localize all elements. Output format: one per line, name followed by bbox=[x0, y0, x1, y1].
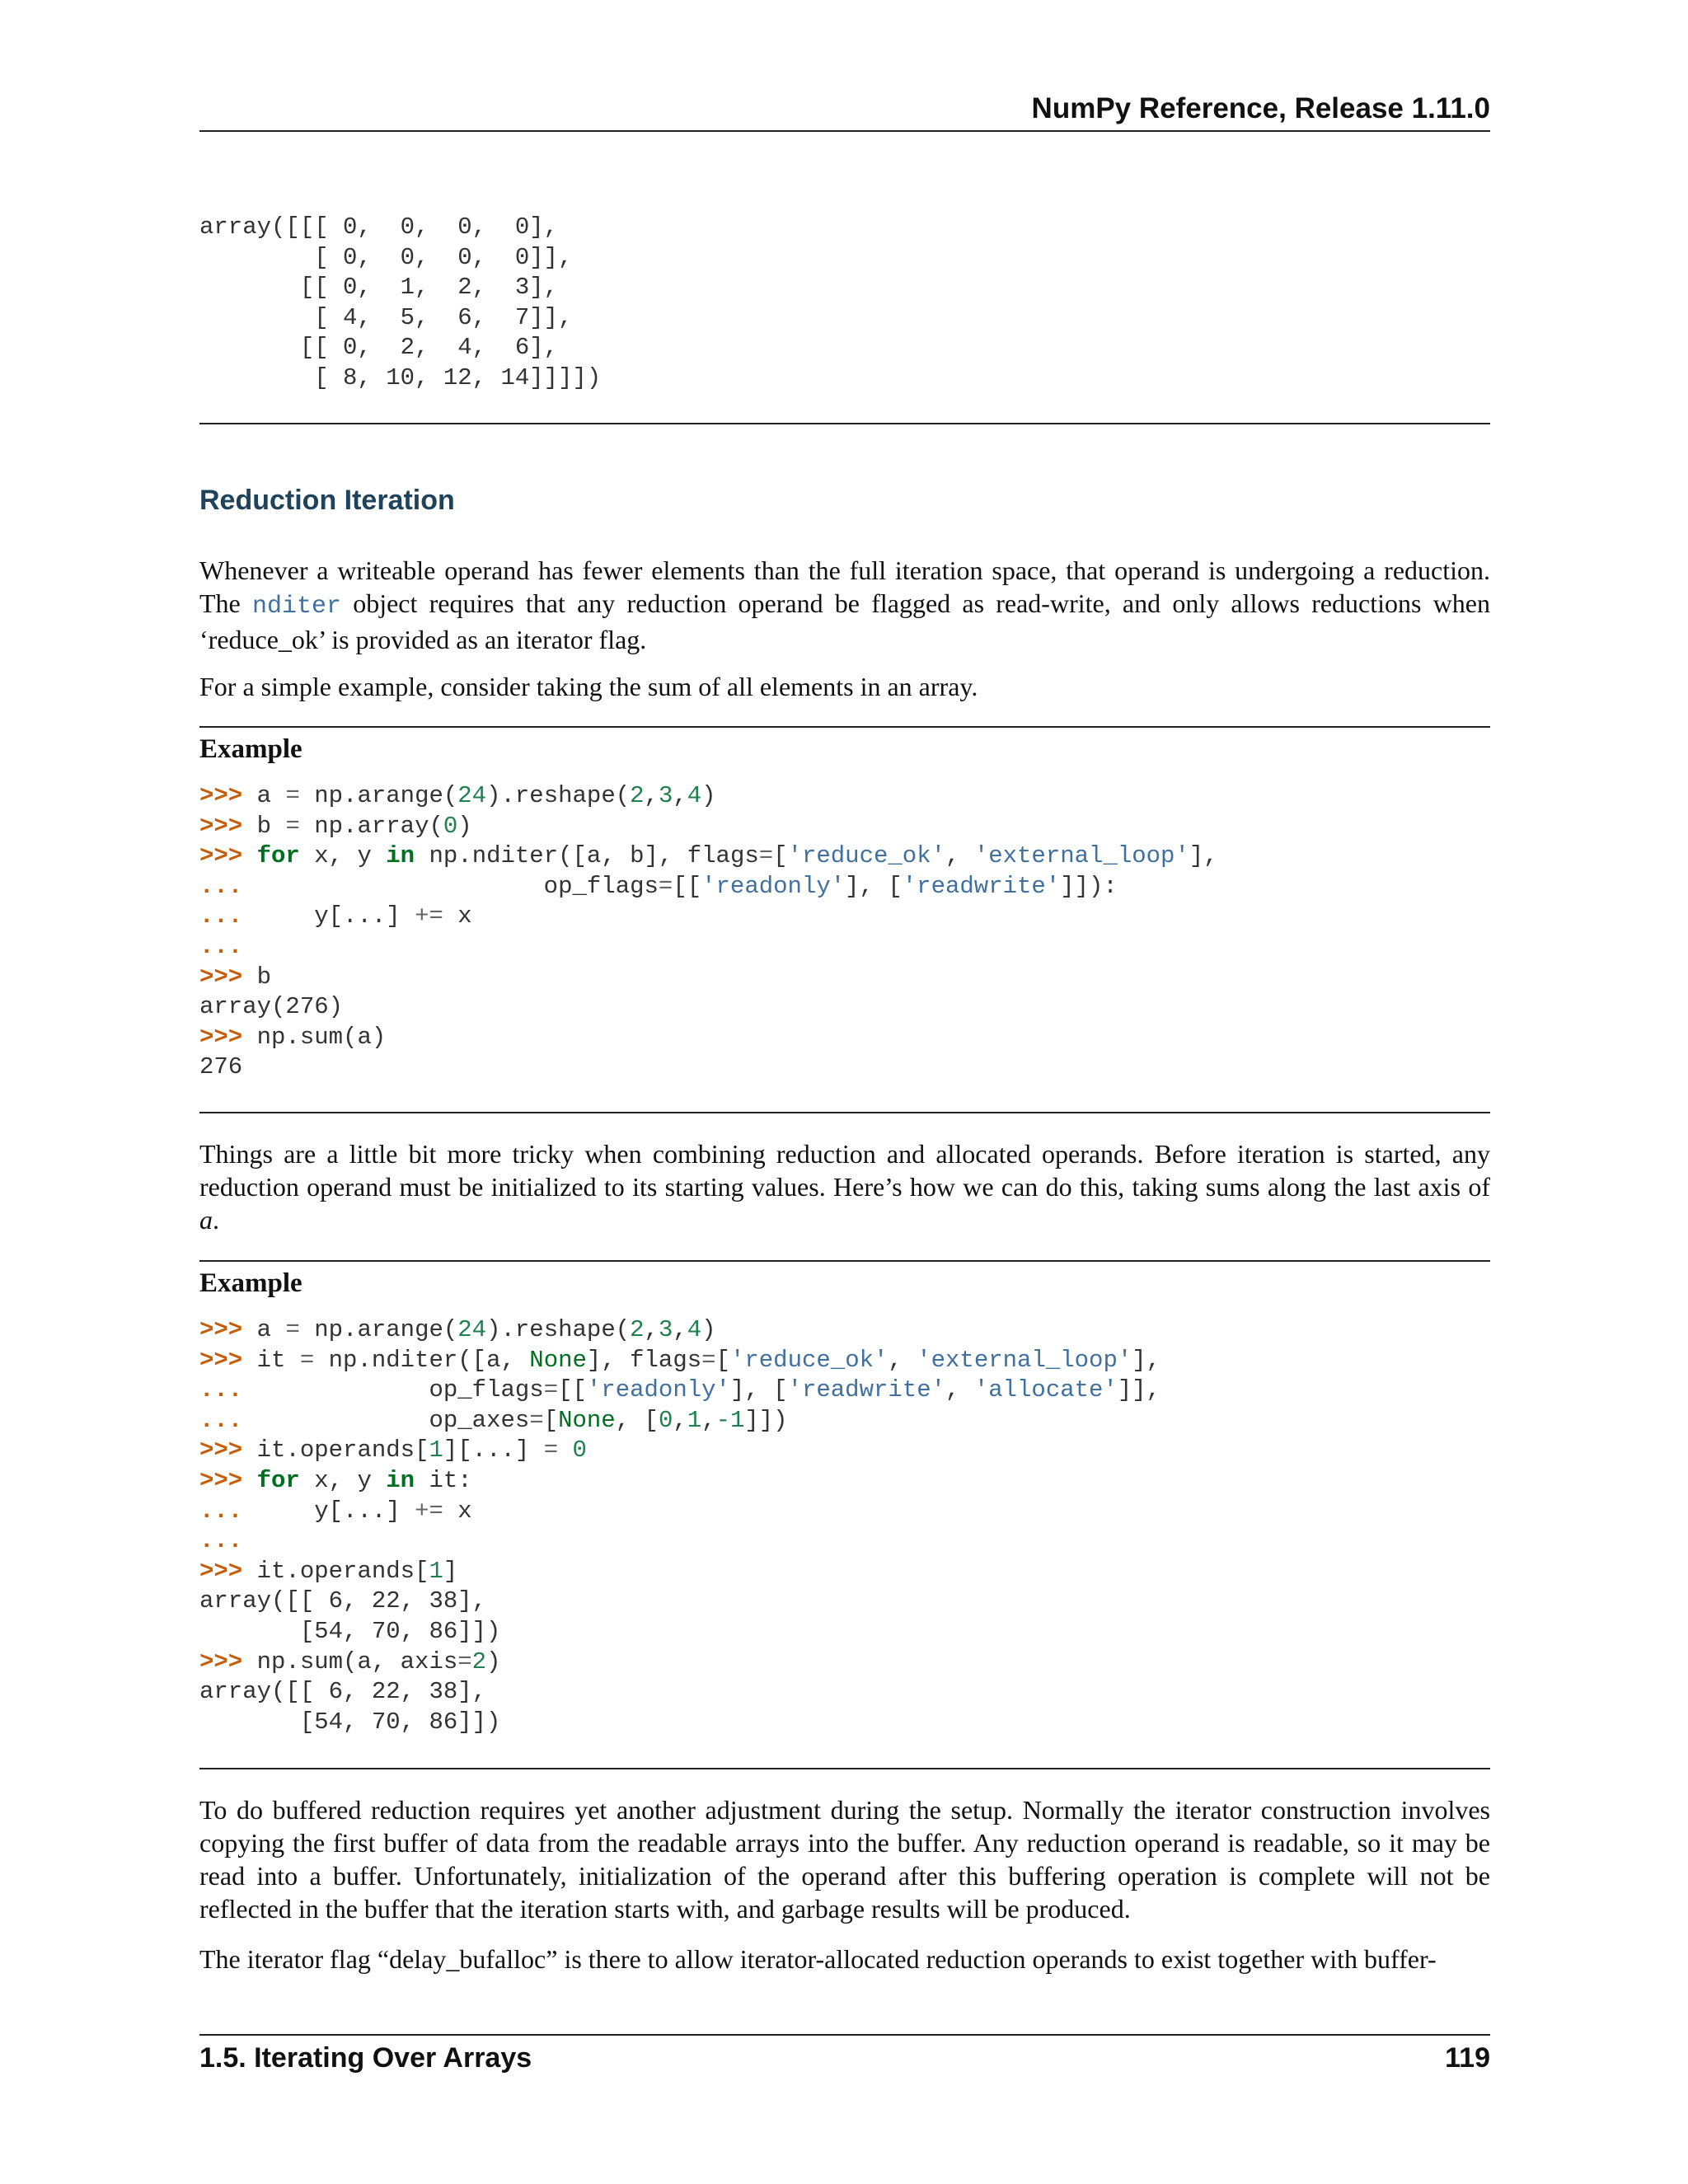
code-line: ... y[...] += x bbox=[199, 902, 472, 930]
code-line: ... op_flags=[['readonly'], ['readwrite', 'allocate']], bbox=[199, 1376, 1161, 1404]
page-number: 119 bbox=[1445, 2042, 1490, 2074]
code-line: ... bbox=[199, 1527, 243, 1555]
code-line: array([[[ 0, 0, 0, 0], bbox=[199, 213, 559, 241]
header-rule bbox=[199, 130, 1490, 132]
code-line: ... op_axes=[None, [0,1,-1]]) bbox=[199, 1406, 788, 1434]
paragraph-text: Things are a little bit more tricky when combining reduction and allocated operands. Before iteration is started, any reduction operand must be initialized to its starting values. Here’s how we can do this, taking sums along the last axis of bbox=[199, 1139, 1490, 1202]
example-label: Example bbox=[199, 1268, 302, 1298]
code-line: array([[ 6, 22, 38], bbox=[199, 1678, 487, 1706]
code-line: >>> np.sum(a, axis=2) bbox=[199, 1647, 501, 1675]
code-line: 276 bbox=[199, 1053, 243, 1081]
code-line: >>> b = np.array(0) bbox=[199, 812, 472, 840]
code-block-array-output bbox=[199, 213, 1490, 394]
code-line: [[ 0, 1, 2, 3], bbox=[199, 274, 559, 302]
paragraph-text: . bbox=[213, 1205, 219, 1235]
code-line: >>> it.operands[1][...] = 0 bbox=[199, 1436, 587, 1465]
code-line: ... bbox=[199, 932, 243, 960]
paragraph-text: Whenever a writeable operand has fewer elements than the full iteration space, that operand is undergoing a reduction. The bbox=[199, 555, 1490, 618]
paragraph-allocated-operands bbox=[199, 1137, 1490, 1236]
paragraph-simple-example: For a simple example, consider taking the sum of all elements in an array. bbox=[199, 672, 978, 701]
code-line: >>> it = np.nditer([a, None], flags=['reduce_ok', 'external_loop'], bbox=[199, 1346, 1161, 1374]
code-line: >>> np.sum(a) bbox=[199, 1023, 387, 1051]
code-line: ... y[...] += x bbox=[199, 1497, 472, 1525]
code-line: [54, 70, 86]]) bbox=[199, 1617, 501, 1645]
code-line: [[ 0, 2, 4, 6], bbox=[199, 334, 559, 362]
document-page bbox=[199, 0, 1490, 2184]
code-block-example-axis-sum bbox=[199, 1315, 1490, 1737]
paragraph-buffered-reduction: To do buffered reduction requires yet another adjustment during the setup. Normally the iterator construction involves copying the first buffer of data from the readable arrays into the buffer. Any reduction operand is readable, so it may be read into a buffer. Unfortunately, initialization of the operand after this buffering operation is complete will not be reflected in the buffer that the iteration starts with, and garbage results will be produced. bbox=[199, 1795, 1490, 1924]
code-block-example-sum bbox=[199, 781, 1490, 1083]
code-line: array(276) bbox=[199, 993, 344, 1021]
code-line: [ 8, 10, 12, 14]]]]) bbox=[199, 363, 602, 391]
paragraph-delay-bufalloc: The iterator flag “delay_bufalloc” is there to allow iterator-allocated reduction operands to exist together with buffer- bbox=[199, 1944, 1437, 1974]
example-top-rule bbox=[199, 726, 1490, 728]
code-line: >>> for x, y in it: bbox=[199, 1466, 472, 1494]
example-bottom-rule bbox=[199, 1768, 1490, 1769]
example-top-rule bbox=[199, 1260, 1490, 1262]
code-line: >>> a = np.arange(24).reshape(2,3,4) bbox=[199, 782, 716, 809]
running-header: NumPy Reference, Release 1.11.0 bbox=[1031, 92, 1490, 124]
code-line: >>> a = np.arange(24).reshape(2,3,4) bbox=[199, 1316, 716, 1343]
paragraph-reduction-intro bbox=[199, 554, 1490, 656]
nditer-link[interactable]: nditer bbox=[251, 593, 341, 621]
code-line: >>> for x, y in np.nditer([a, b], flags=['reduce_ok', 'external_loop'], bbox=[199, 842, 1218, 870]
example-bottom-rule bbox=[199, 1112, 1490, 1113]
emphasis-a: a bbox=[199, 1205, 213, 1235]
footer-rule bbox=[199, 2034, 1490, 2036]
code-line: >>> b bbox=[199, 963, 272, 991]
code-line: >>> it.operands[1] bbox=[199, 1557, 458, 1585]
paragraph-text: object requires that any reduction operand be flagged as read-write, and only allows reductions when ‘reduce_ok’ is provided as an iterator flag. bbox=[199, 588, 1491, 654]
code-line: ... op_flags=[['readonly'], ['readwrite']]): bbox=[199, 872, 1118, 900]
code-line: array([[ 6, 22, 38], bbox=[199, 1587, 487, 1615]
example-label: Example bbox=[199, 734, 302, 764]
divider bbox=[199, 423, 1490, 424]
footer-section-title: 1.5. Iterating Over Arrays bbox=[199, 2042, 532, 2074]
code-line: [ 0, 0, 0, 0]], bbox=[199, 243, 573, 271]
code-line: [ 4, 5, 6, 7]], bbox=[199, 303, 573, 331]
section-title: Reduction Iteration bbox=[199, 485, 455, 516]
code-line: [54, 70, 86]]) bbox=[199, 1708, 501, 1736]
